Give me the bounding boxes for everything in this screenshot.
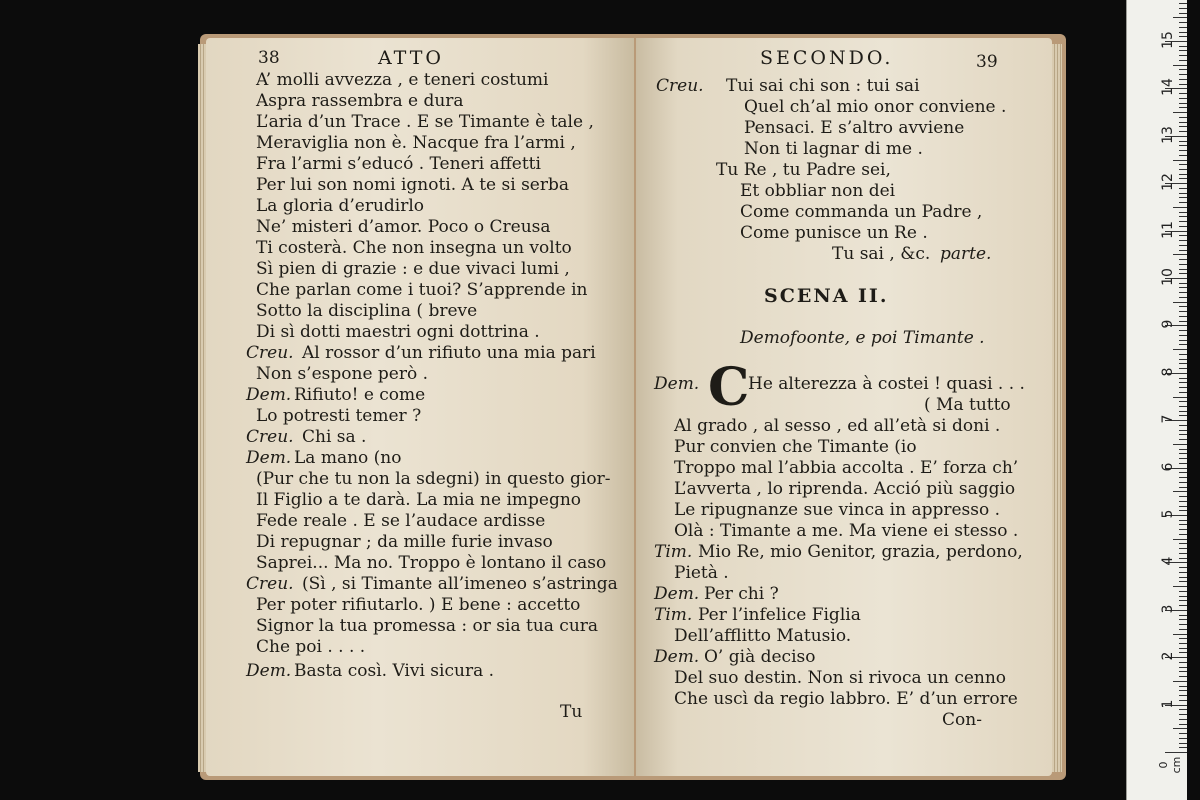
ruler-tick — [1179, 216, 1187, 217]
text-line: Fede reale . E se l’audace ardisse — [256, 511, 546, 531]
ruler-tick — [1179, 297, 1187, 298]
ruler-tick — [1179, 46, 1187, 47]
ruler-tick — [1179, 534, 1187, 535]
ruler-number: 13 — [1160, 125, 1176, 144]
ruler-tick — [1179, 164, 1187, 165]
ruler-tick — [1173, 444, 1187, 445]
ruler-tick — [1179, 150, 1187, 151]
ruler-tick — [1179, 463, 1187, 464]
text-line: Quel ch’al mio onor conviene . — [744, 97, 1007, 117]
text-line: Ne’ misteri d’amor. Poco o Creusa — [256, 217, 551, 237]
ruler-tick — [1179, 74, 1187, 75]
ruler-tick — [1179, 27, 1187, 28]
ruler-tick — [1179, 387, 1187, 388]
ruler-tick — [1179, 79, 1187, 80]
page-edges-right — [1052, 44, 1062, 772]
ruler-tick — [1179, 401, 1187, 402]
catchword: Con- — [942, 710, 982, 730]
measuring-ruler — [1126, 0, 1187, 800]
ruler-tick — [1179, 245, 1187, 246]
ruler-tick — [1173, 491, 1187, 492]
text-line: Che uscì da regio labbro. E’ d’un errore — [674, 689, 1018, 709]
text-line: Che parlan come i tuoi? S’apprende in — [256, 280, 588, 300]
speaker-label: Dem. — [246, 385, 292, 405]
ruler-tick — [1179, 724, 1187, 725]
ruler-tick — [1179, 738, 1187, 739]
ruler-tick — [1173, 112, 1187, 113]
ruler-tick — [1179, 363, 1187, 364]
page-number: 39 — [976, 52, 998, 72]
ruler-tick — [1173, 17, 1187, 18]
ruler-tick — [1179, 458, 1187, 459]
text-line: Olà : Timante a me. Ma viene ei stesso . — [674, 521, 1019, 541]
text-line: Tui sai chi son : tui sai — [726, 76, 920, 96]
ruler-tick — [1179, 131, 1187, 132]
ruler-tick — [1179, 169, 1187, 170]
text-line: Le ripugnanze sue vinca in appresso . — [674, 500, 1001, 520]
text-line: (Pur che tu non la sdegni) in questo gior- — [256, 469, 611, 489]
speaker-label: Tim. — [654, 605, 693, 625]
ruler-tick — [1179, 50, 1187, 51]
ruler-tick — [1179, 69, 1187, 70]
speaker-label: Dem. — [654, 374, 700, 394]
ruler-tick — [1179, 434, 1187, 435]
text-line: Per poter rifiutarlo. ) E bene : accetto — [256, 595, 581, 615]
scene-title: SCENA II. — [764, 285, 889, 307]
text-line: Pur convien che Timante (io — [674, 437, 917, 457]
ruler-number: 15 — [1160, 31, 1176, 49]
ruler-tick — [1179, 487, 1187, 488]
ruler-tick — [1179, 8, 1187, 9]
text-line: Come commanda un Padre , — [740, 202, 983, 222]
ruler-tick — [1179, 496, 1187, 497]
ruler-tick — [1179, 520, 1187, 521]
ruler-tick — [1179, 676, 1187, 677]
speaker-label: Dem. — [654, 584, 700, 604]
text-line: Fra l’armi s’educó . Teneri affetti — [256, 154, 541, 174]
ruler-tick — [1179, 430, 1187, 431]
speaker-label: Tim. — [654, 542, 693, 562]
speaker-label: Creu. — [246, 574, 294, 594]
ruler-tick — [1179, 686, 1187, 687]
ruler-number: 12 — [1160, 173, 1176, 192]
ruler-tick — [1179, 553, 1187, 554]
text-line: Di repugnar ; da mille furie invaso — [256, 532, 553, 552]
ruler-tick — [1179, 719, 1187, 720]
text-line: Mio Re, mio Genitor, grazia, perdono, — [698, 542, 1023, 562]
ruler-tick — [1179, 695, 1187, 696]
text-line: Chi sa . — [302, 427, 367, 447]
text-line: Non ti lagnar di me . — [744, 139, 923, 159]
ruler-tick — [1179, 354, 1187, 355]
page-number: 38 — [258, 48, 280, 68]
ruler-tick — [1179, 221, 1187, 222]
ruler-tick — [1179, 240, 1187, 241]
text-line: Aspra rassembra e dura — [256, 91, 464, 111]
text-line: Al rossor d’un rifiuto una mia pari — [302, 343, 596, 363]
text-line: Dell’afflitto Matusio. — [674, 626, 852, 646]
ruler-tick — [1179, 411, 1187, 412]
text-line: Per l’infelice Figlia — [698, 605, 861, 625]
text-line: Pensaci. E s’altro avviene — [744, 118, 965, 138]
ruler-tick — [1179, 321, 1187, 322]
text-line: A’ molli avvezza , e teneri costumi — [256, 70, 549, 90]
left-page — [206, 38, 634, 776]
catchword: Tu — [560, 702, 583, 722]
text-line: Signor la tua promessa : or sia tua cura — [256, 616, 599, 636]
ruler-tick — [1179, 60, 1187, 61]
ruler-tick — [1173, 302, 1187, 303]
ruler-tick — [1179, 581, 1187, 582]
ruler-unit-label: 0 cm — [1157, 756, 1183, 774]
ruler-tick — [1179, 226, 1187, 227]
text-line: Rifiuto! e come — [294, 385, 426, 405]
ruler-number: 6 — [1160, 462, 1176, 472]
text-line: Tu Re , tu Padre sei, — [716, 160, 891, 180]
ruler-tick — [1179, 690, 1187, 691]
ruler-tick — [1179, 378, 1187, 379]
ruler-tick — [1179, 591, 1187, 592]
ruler-tick — [1179, 344, 1187, 345]
ruler-tick — [1179, 264, 1187, 265]
ruler-tick — [1179, 700, 1187, 701]
ruler-tick — [1173, 254, 1187, 255]
ruler-tick — [1179, 406, 1187, 407]
ruler-tick — [1179, 292, 1187, 293]
text-line: Troppo mal l’abbia accolta . E’ forza ch’ — [674, 458, 1019, 478]
text-line: Saprei... Ma no. Troppo è lontano il caso — [256, 553, 607, 573]
ruler-tick — [1179, 629, 1187, 630]
right-page — [636, 38, 1052, 776]
ruler-tick — [1179, 316, 1187, 317]
text-line: Ti costerà. Che non insegna un volto — [256, 238, 572, 258]
ruler-number: 9 — [1160, 319, 1176, 329]
ruler-tick — [1179, 141, 1187, 142]
ruler-tick — [1179, 250, 1187, 251]
ruler-tick — [1173, 65, 1187, 66]
ruler-tick — [1179, 482, 1187, 483]
ruler-tick — [1173, 160, 1187, 161]
ruler-tick — [1179, 359, 1187, 360]
ruler-number: 10 — [1160, 268, 1176, 286]
text-line: Del suo destin. Non si rivoca un cenno — [674, 668, 1007, 688]
ruler-tick — [1179, 524, 1187, 525]
ruler-tick — [1179, 548, 1187, 549]
ruler-number: 1 — [1160, 699, 1176, 709]
ruler-tick — [1179, 605, 1187, 606]
ruler-tick — [1179, 501, 1187, 502]
text-line: La mano (no — [294, 448, 402, 468]
ruler-tick — [1173, 586, 1187, 587]
ruler-tick — [1173, 207, 1187, 208]
ruler-tick — [1179, 648, 1187, 649]
ruler-tick — [1179, 188, 1187, 189]
ruler-tick — [1179, 643, 1187, 644]
ruler-tick — [1179, 638, 1187, 639]
speaker-label: Creu. — [246, 343, 294, 363]
ruler-tick — [1179, 202, 1187, 203]
running-head: ATTO — [378, 47, 444, 69]
ruler-tick — [1179, 340, 1187, 341]
text-line: Che poi . . . . — [256, 637, 366, 657]
ruler-tick — [1179, 259, 1187, 260]
ruler-tick — [1179, 392, 1187, 393]
speaker-label: Creu. — [246, 427, 294, 447]
ruler-tick — [1179, 269, 1187, 270]
text-line: He alterezza à costei ! quasi . . . — [748, 374, 1025, 394]
ruler-tick — [1179, 122, 1187, 123]
text-line: Sì pien di grazie : e due vivaci lumi , — [256, 259, 570, 279]
ruler-tick — [1179, 449, 1187, 450]
speaker-label: Dem. — [246, 661, 292, 681]
ruler-tick — [1179, 558, 1187, 559]
text-line: Meraviglia non è. Nacque fra l’armi , — [256, 133, 576, 153]
text-line: Tu sai , &c. — [832, 244, 931, 264]
ruler-tick — [1179, 103, 1187, 104]
ruler-tick — [1179, 13, 1187, 14]
ruler-tick — [1179, 667, 1187, 668]
ruler-tick — [1179, 572, 1187, 573]
text-line: ( Ma tutto — [924, 395, 1011, 415]
ruler-tick — [1179, 662, 1187, 663]
ruler-tick — [1179, 55, 1187, 56]
ruler-tick — [1179, 93, 1187, 94]
ruler-tick — [1179, 652, 1187, 653]
ruler-tick — [1179, 193, 1187, 194]
speaker-label: Creu. — [656, 76, 704, 96]
ruler-tick — [1179, 714, 1187, 715]
ruler-tick — [1179, 510, 1187, 511]
ruler-tick — [1165, 752, 1187, 753]
ruler-tick — [1179, 36, 1187, 37]
ruler-number: 11 — [1160, 220, 1176, 239]
ruler-tick — [1179, 145, 1187, 146]
ruler-tick — [1179, 311, 1187, 312]
text-line: Come punisce un Re . — [740, 223, 928, 243]
ruler-tick — [1179, 624, 1187, 625]
ruler-tick — [1179, 22, 1187, 23]
ruler-tick — [1179, 600, 1187, 601]
ruler-tick — [1179, 619, 1187, 620]
ruler-tick — [1173, 634, 1187, 635]
text-line: O’ già deciso — [704, 647, 816, 667]
ruler-tick — [1179, 306, 1187, 307]
ruler-tick — [1179, 543, 1187, 544]
ruler-tick — [1179, 425, 1187, 426]
ruler-tick — [1179, 178, 1187, 179]
text-line: L’avverta , lo riprenda. Acció più saggio — [674, 479, 1016, 499]
scene-characters: Demofoonte, e poi Timante . — [740, 328, 985, 348]
ruler-tick — [1179, 107, 1187, 108]
text-line: Lo potresti temer ? — [256, 406, 422, 426]
ruler-tick — [1179, 472, 1187, 473]
ruler-number: 8 — [1160, 367, 1176, 377]
ruler-tick — [1179, 506, 1187, 507]
ruler-tick — [1179, 743, 1187, 744]
ruler-tick — [1179, 212, 1187, 213]
ruler-tick — [1179, 32, 1187, 33]
text-line: Per chi ? — [704, 584, 779, 604]
text-line: Per lui son nomi ignoti. A te si serba — [256, 175, 569, 195]
ruler-tick — [1179, 382, 1187, 383]
ruler-number: 4 — [1160, 556, 1176, 566]
ruler-tick — [1179, 197, 1187, 198]
ruler-tick — [1179, 439, 1187, 440]
text-line: Basta così. Vivi sicura . — [294, 661, 495, 681]
ruler-tick — [1179, 287, 1187, 288]
ruler-tick — [1179, 84, 1187, 85]
text-line: Non s’espone però . — [256, 364, 429, 384]
ruler-tick — [1179, 174, 1187, 175]
ruler-tick — [1179, 567, 1187, 568]
speaker-label: Dem. — [654, 647, 700, 667]
ruler-tick — [1179, 117, 1187, 118]
text-line: Et obbliar non dei — [740, 181, 896, 201]
ruler-tick — [1179, 529, 1187, 530]
ruler-tick — [1179, 126, 1187, 127]
ruler-tick — [1179, 273, 1187, 274]
text-line: Il Figlio a te darà. La mia ne impegno — [256, 490, 582, 510]
ruler-tick — [1179, 415, 1187, 416]
text-line: Pietà . — [674, 563, 729, 583]
speaker-label: Dem. — [246, 448, 292, 468]
ruler-tick — [1179, 330, 1187, 331]
ruler-number: 7 — [1160, 414, 1176, 424]
ruler-number: 2 — [1160, 651, 1176, 661]
text-line: Sotto la disciplina ( breve — [256, 301, 478, 321]
ruler-tick — [1179, 477, 1187, 478]
stage-direction: parte. — [940, 244, 992, 264]
ruler-tick — [1173, 397, 1187, 398]
ruler-tick — [1179, 615, 1187, 616]
drop-cap: C — [708, 357, 750, 418]
text-line: L’aria d’un Trace . E se Timante è tale , — [256, 112, 594, 132]
ruler-number: 3 — [1160, 604, 1176, 614]
ruler-tick — [1179, 368, 1187, 369]
text-line: (Sì , si Timante all’imeneo s’astringa — [302, 574, 618, 594]
ruler-tick — [1179, 577, 1187, 578]
ruler-number: 14 — [1160, 78, 1176, 97]
ruler-tick — [1173, 728, 1187, 729]
ruler-tick — [1179, 3, 1187, 4]
ruler-tick — [1179, 335, 1187, 336]
ruler-tick — [1179, 453, 1187, 454]
ruler-tick — [1179, 596, 1187, 597]
ruler-tick — [1179, 283, 1187, 284]
ruler-tick — [1179, 709, 1187, 710]
ruler-tick — [1173, 681, 1187, 682]
ruler-number: 5 — [1160, 509, 1176, 519]
text-line: La gloria d’erudirlo — [256, 196, 425, 216]
ruler-tick — [1179, 155, 1187, 156]
text-line: Di sì dotti maestri ogni dottrina . — [256, 322, 540, 342]
ruler-tick — [1179, 747, 1187, 748]
ruler-tick — [1179, 671, 1187, 672]
ruler-tick — [1179, 733, 1187, 734]
ruler-tick — [1179, 98, 1187, 99]
text-line: Al grado , al sesso , ed all’età si doni . — [674, 416, 1001, 436]
running-head: SECONDO. — [760, 47, 894, 69]
ruler-tick — [1173, 349, 1187, 350]
ruler-tick — [1173, 539, 1187, 540]
ruler-tick — [1179, 235, 1187, 236]
